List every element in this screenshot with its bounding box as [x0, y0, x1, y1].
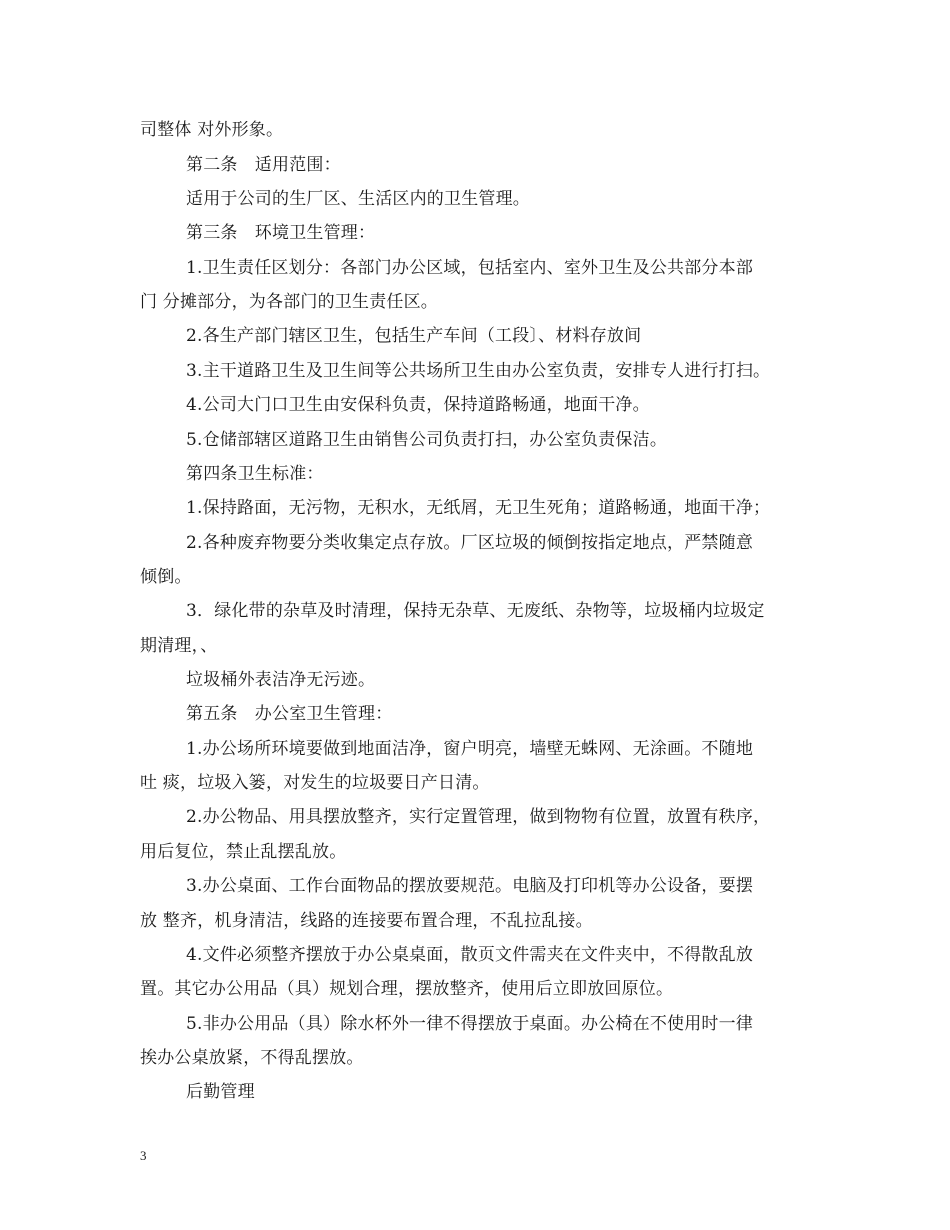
list-item: 5.非办公用品（具）除水杯外一律不得摆放于桌面。办公椅在不使用时一律 — [186, 1014, 754, 1034]
text-line: 适用于公司的生厂区、生活区内的卫生管理。 — [186, 189, 530, 209]
text-line: 放 整齐，机身清洁，线路的连接要布置合理，不乱拉乱接。 — [140, 911, 593, 931]
list-item: 1.办公场所环境要做到地面洁净，窗户明亮，墙壁无蛛网、无涂画。不随地 — [186, 739, 754, 759]
list-item: 3.主干道路卫生及卫生间等公共场所卫生由办公室负责，安排专人进行打扫。 — [186, 361, 771, 381]
text-line: 挨办公桌放紧，不得乱摆放。 — [140, 1048, 364, 1068]
text-line: 期清理，、 — [140, 636, 218, 656]
list-item: 3.办公桌面、工作台面物品的摆放要规范。电脑及打印机等办公设备，要摆 — [186, 876, 754, 896]
list-item: 5.仓储部辖区道路卫生由销售公司负责打扫，办公室负责保洁。 — [186, 430, 668, 450]
text-line: 门 分摊部分，为各部门的卫生责任区。 — [140, 292, 439, 312]
list-item: 2.各生产部门辖区卫生，包括生产车间（工段〕、材料存放间 — [186, 326, 642, 346]
list-item: 3．绿化带的杂草及时清理，保持无杂草、无废纸、杂物等，垃圾桶内垃圾定 — [186, 601, 765, 621]
list-item: 1.卫生责任区划分：各部门办公区域，包括室内、室外卫生及公共部分本部 — [186, 258, 754, 278]
section-heading: 第三条 环境卫生管理： — [186, 223, 376, 243]
section-heading: 第五条 办公室卫生管理： — [186, 704, 393, 724]
list-item: 4.文件必须整齐摆放于办公桌桌面，散页文件需夹在文件夹中，不得散乱放 — [186, 945, 754, 965]
section-heading: 后勤管理 — [186, 1082, 255, 1102]
page-number: 3 — [140, 1148, 147, 1163]
text-line: 置。其它办公用品（具）规划合理，摆放整齐，使用后立即放回原位。 — [140, 979, 674, 999]
section-heading: 第二条 适用范围： — [186, 155, 341, 175]
list-item: 1.保持路面，无污物，无积水，无纸屑，无卫生死角；道路畅通，地面干净； — [186, 498, 771, 518]
text-line: 倾倒。 — [140, 567, 192, 587]
list-item: 2.办公物品、用具摆放整齐，实行定置管理，做到物物有位置，放置有秩序， — [186, 807, 771, 827]
list-item: 4.公司大门口卫生由安保科负责，保持道路畅通，地面干净。 — [186, 395, 650, 415]
text-line: 用后复位，禁止乱摆乱放。 — [140, 842, 347, 862]
text-line: 司整体 对外形象。 — [140, 120, 284, 140]
text-line: 垃圾桶外表洁净无污迹。 — [186, 670, 376, 690]
list-item: 2.各种废弃物要分类收集定点存放。厂区垃圾的倾倒按指定地点，严禁随意 — [186, 533, 754, 553]
text-line: 吐 痰，垃圾入篓，对发生的垃圾要日产日清。 — [140, 773, 490, 793]
section-heading: 第四条卫生标准： — [186, 464, 324, 484]
